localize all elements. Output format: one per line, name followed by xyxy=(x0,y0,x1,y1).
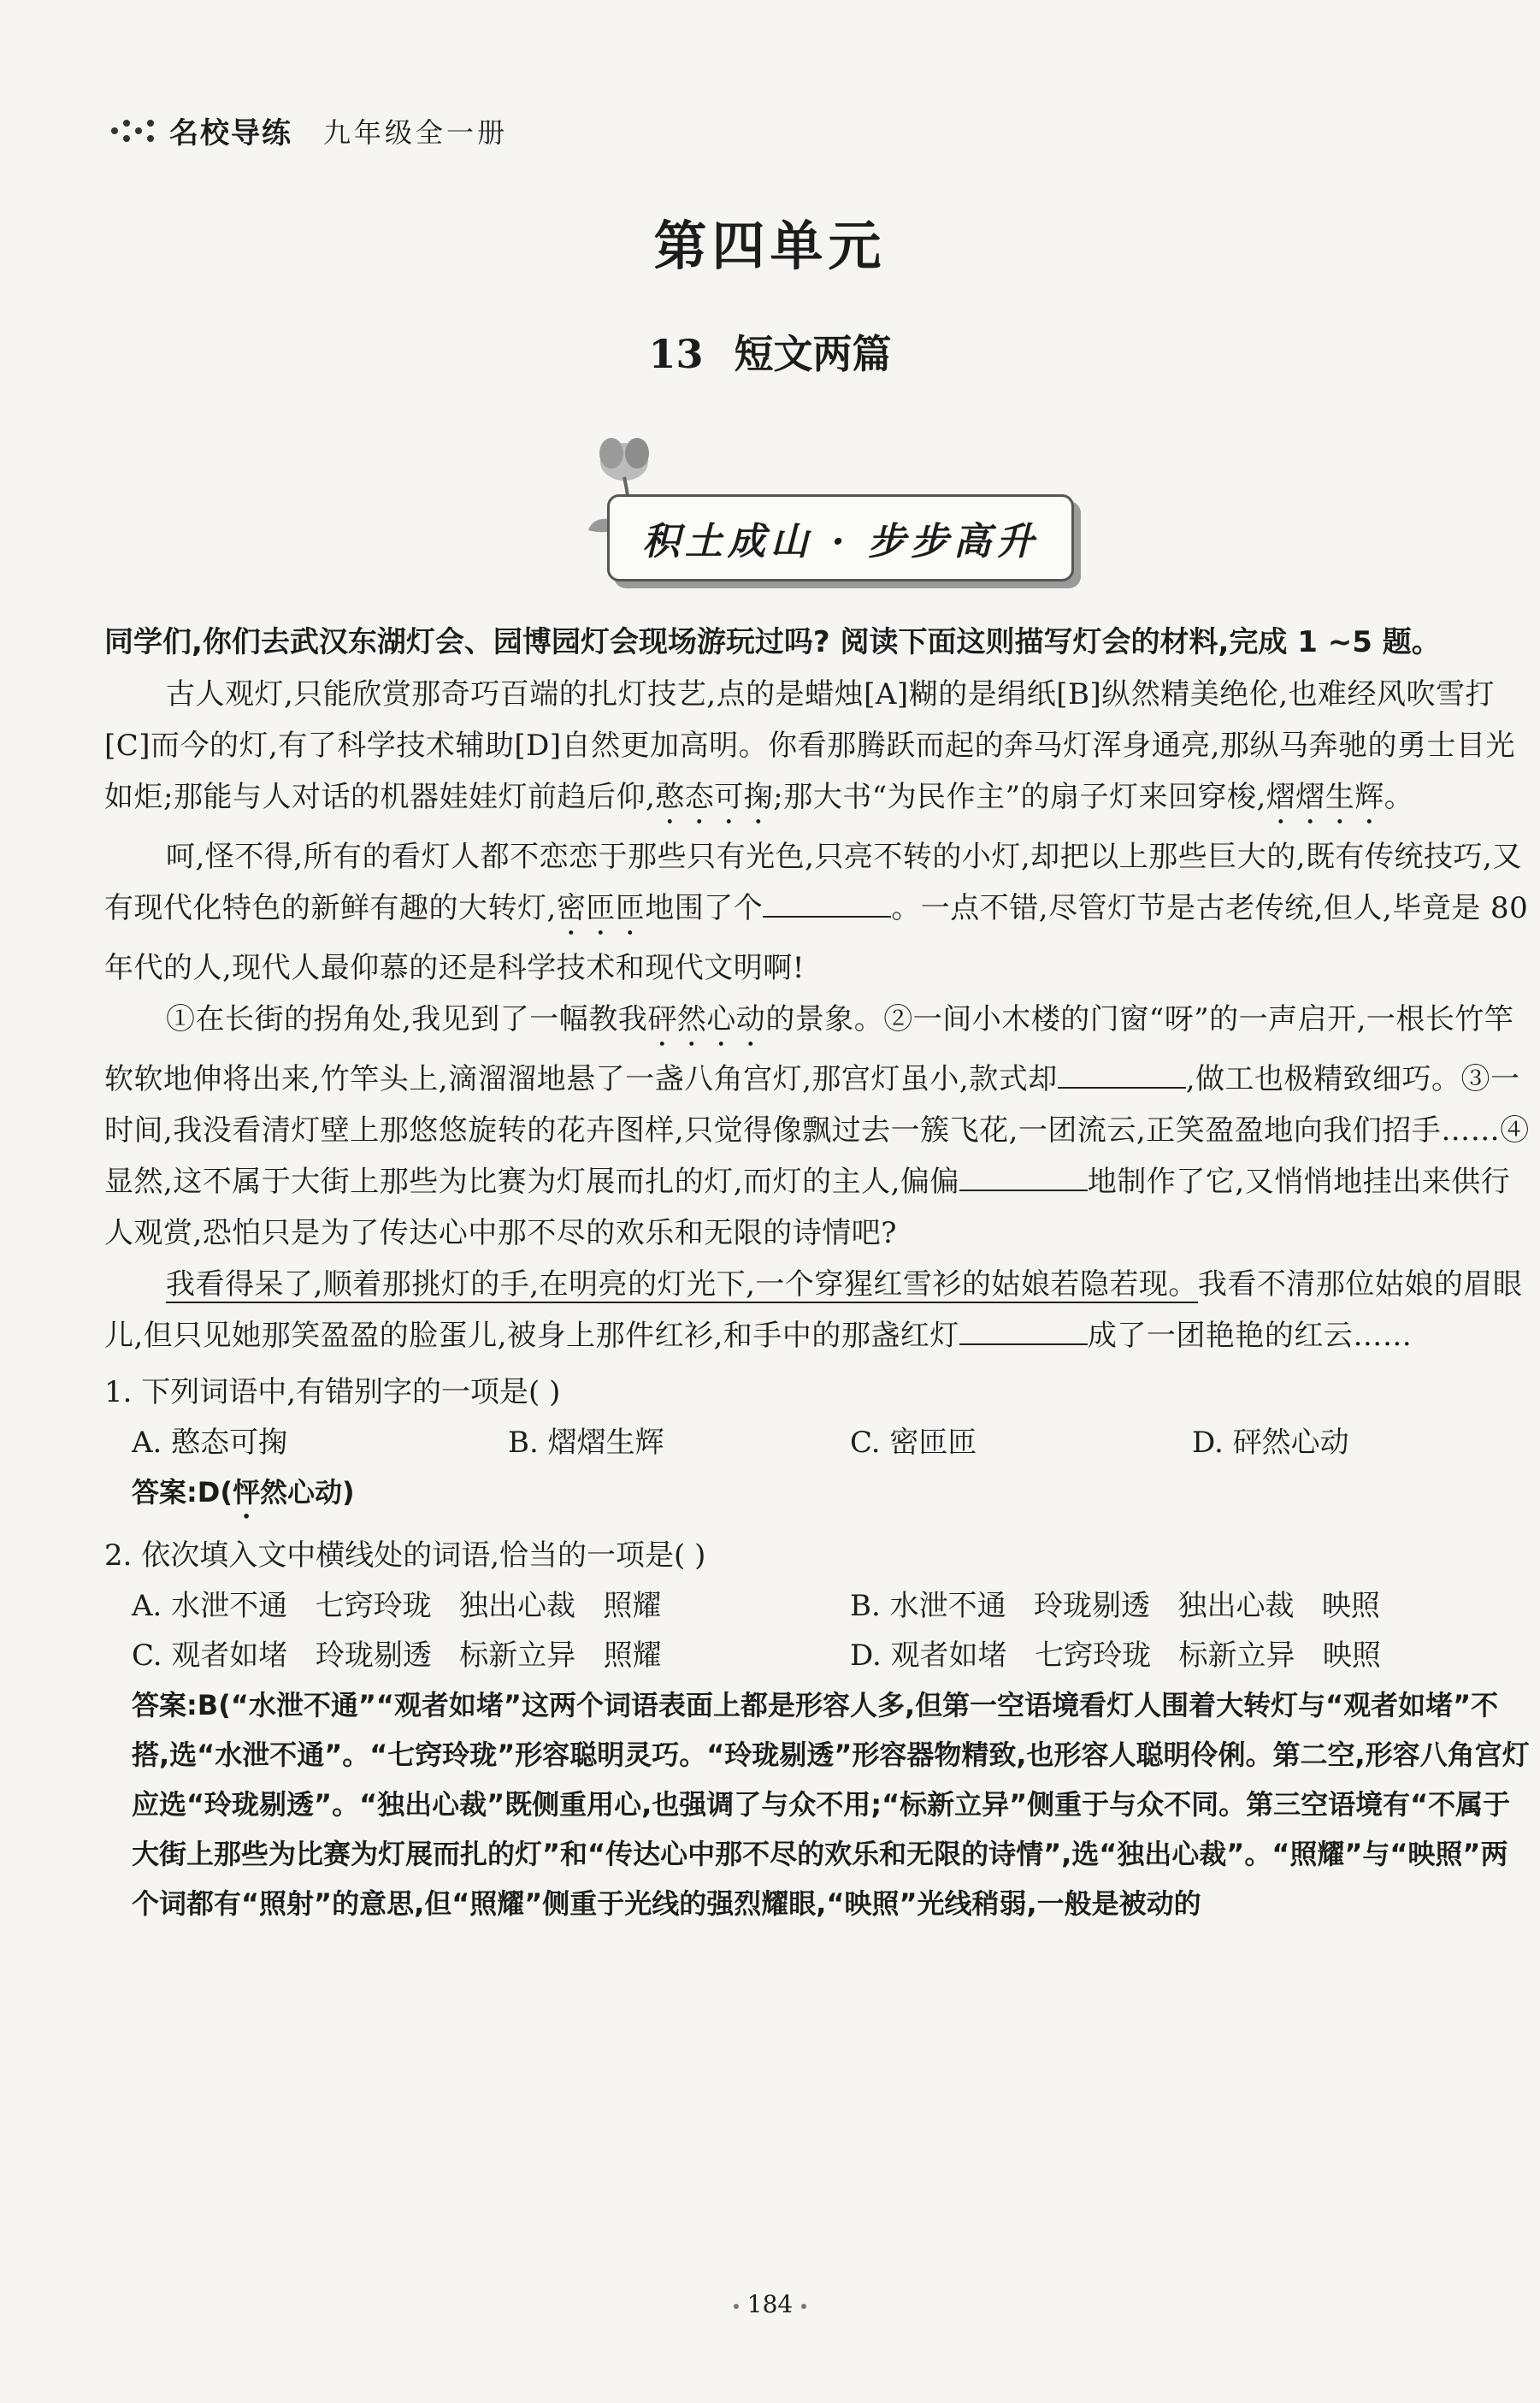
lesson-heading xyxy=(0,323,1540,380)
option-b: B. 水泄不通 玲珑剔透 独出心裁 映照 xyxy=(850,1589,1380,1623)
emphasis-word: 密匝匝 xyxy=(556,891,646,925)
main-content xyxy=(104,616,1532,1928)
option-c: C. 观者如堵 玲珑剔透 标新立异 照耀 xyxy=(132,1638,662,1673)
question-1-stem: 1. 下列词语中,有错别字的一项是( ) xyxy=(104,1375,561,1409)
question-1-answer: 答案:D(怦然心动) xyxy=(132,1476,355,1509)
page-number: 184 xyxy=(0,2290,1540,2318)
lesson-number: 13 xyxy=(648,331,704,377)
emphasis-word: 憨态可掬 xyxy=(655,780,774,814)
option-b: B. 熠熠生辉 xyxy=(508,1426,664,1460)
passage-paragraph-3: ①在长街的拐角处,我见到了一幅教我砰然心动的景象。②一间小木楼的门窗“呀”的一声启开,一根长竹竿软软地伸将出来,竹竿头上,滴溜溜地悬了一盏八角宫灯,那宫灯虽小,款式却 ,做工也极精致细巧。③一时间,我没看清灯壁上那悠悠旋转的花卉图样,只觉得像飘过去一簇飞花,一团流云,正笑盈盈地向我们招手……④显然,这不属于大街上那些为比赛为灯展而扎的灯,而灯的主人,偏偏 地制作了它,又悄悄地挂出来供行人观赏,恐怕只是为了传达心中那不尽的欢乐和无限的诗情吧? xyxy=(104,1002,1530,1250)
question-2-options-row-2 xyxy=(104,1631,1532,1680)
question-2-options-row-1 xyxy=(104,1581,1532,1631)
option-d: D. 砰然心动 xyxy=(1192,1426,1349,1460)
question-2-answer: 答案:B(“水泄不通”“观者如堵”这两个词语表面上都是形容人多,但第一空语境看灯人围着大转灯与“观者如堵”不搭,选“水泄不通”。“七窍玲珑”形容聪明灵巧。“玲珑剔透”形容器物精致,也形容人聪明伶俐。第二空,形容八角宫灯应选“玲珑剔透”。“独出心裁”既侧重用心,也强调了与众不用;“标新立异”侧重于与众不同。第三空语境有“不属于大街上那些为比赛为灯展而扎的灯”和“传达心中那不尽的欢乐和无限的诗情”,选“独出心裁”。“照耀”与“映照”两个词都有“照射”的意思,但“照耀”侧重于光线的强烈耀眼,“映照”光线稍弱,一般是被动的 xyxy=(132,1689,1530,1920)
fill-blank-2 xyxy=(1058,1061,1186,1089)
underlined-sentence: 我看得呆了,顺着那挑灯的手,在明亮的灯光下,一个穿猩红雪衫的姑娘若隐若现。 xyxy=(166,1267,1198,1302)
option-c: C. 密匝匝 xyxy=(850,1426,977,1460)
fill-blank-4 xyxy=(959,1318,1088,1345)
passage-paragraph-1: 古人观灯,只能欣赏那奇巧百端的扎灯技艺,点的是蜡烛[A]糊的是绢纸[B]纵然精美绝伦,也难经风吹雪打[C]而今的灯,有了科学技术辅助[D]自然更加高明。你看那腾跃而起的奔马灯浑身通亮,那纵马奔驰的勇士目光如炬;那能与人对话的机器娃娃灯前趋后仰,憨态可掬;那大书“为民作主”的扇子灯来回穿梭,熠熠生辉。 xyxy=(104,677,1515,814)
banner-label: 积土成山 · 步步高升 xyxy=(607,494,1074,582)
intro-text: 同学们,你们去武汉东湖灯会、园博园灯会现场游玩过吗? 阅读下面这则描写灯会的材料,完成 1 ~5 题。 xyxy=(104,625,1441,659)
option-a: A. 憨态可掬 xyxy=(132,1426,288,1460)
grade-label: 九年级全一册 xyxy=(323,115,509,149)
question-1-options xyxy=(104,1418,1532,1467)
fill-blank-1 xyxy=(763,890,891,918)
fill-blank-3 xyxy=(959,1164,1088,1191)
unit-title: 第四单元 xyxy=(653,215,887,277)
passage-paragraph-2: 呵,怪不得,所有的看灯人都不恋恋于那些只有光色,只亮不转的小灯,却把以上那些巨大的,既有传统技巧,又有现代化特色的新鲜有趣的大转灯,密匝匝地围了个 。一点不错,尽管灯节是古老传统,但人,毕竟是 80 年代的人,现代人最仰慕的还是科学技术和现代文明啊! xyxy=(104,840,1529,985)
page-header xyxy=(111,109,508,151)
section-banner xyxy=(556,428,1077,599)
option-a: A. 水泄不通 七窍玲珑 独出心裁 照耀 xyxy=(132,1589,662,1623)
emphasis-word: 熠熠生辉 xyxy=(1266,780,1384,814)
dots-icon xyxy=(111,116,161,145)
passage-paragraph-4: 我看得呆了,顺着那挑灯的手,在明亮的灯光下,一个穿猩红雪衫的姑娘若隐若现。我看不清那位姑娘的眉眼儿,但只见她那笑盈盈的脸蛋儿,被身上那件红衫,和手中的那盏红灯 成了一团艳艳的红云…… xyxy=(104,1267,1523,1353)
option-d: D. 观者如堵 七窍玲珑 标新立异 映照 xyxy=(850,1638,1381,1673)
lesson-title: 短文两篇 xyxy=(734,331,892,377)
brand-title: 名校导练 xyxy=(169,116,292,151)
emphasis-word: 砰然心动 xyxy=(647,1002,766,1036)
question-2-stem: 2. 依次填入文中横线处的词语,恰当的一项是( ) xyxy=(104,1538,706,1573)
